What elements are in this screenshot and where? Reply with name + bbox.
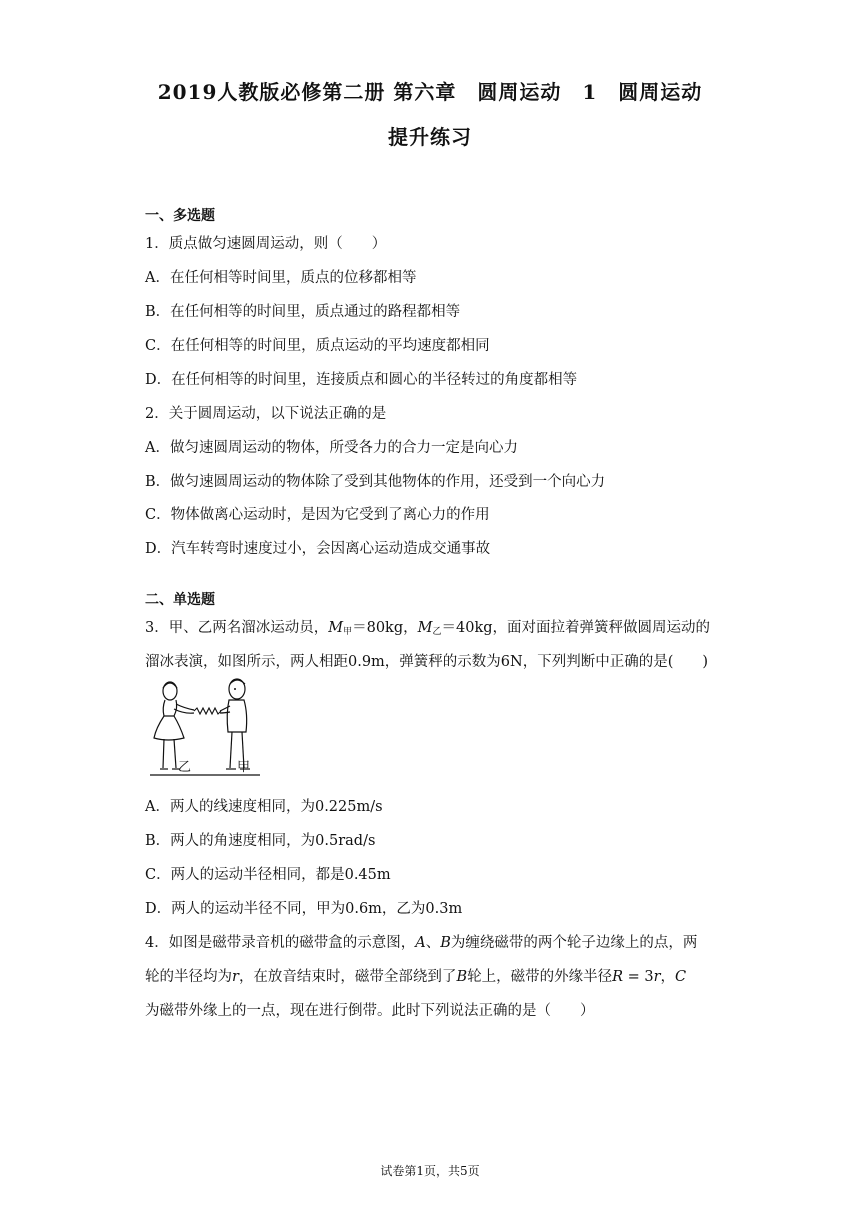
question-3-option-c: C．两人的运动半径相同，都是0.45m — [145, 867, 391, 883]
question-2-stem: 2．关于圆周运动，以下说法正确的是 — [145, 406, 387, 422]
question-1-option-d: D．在任何相等的时间里，连接质点和圆心的半径转过的角度都相等 — [145, 372, 578, 388]
question-4-stem-line3: 为磁带外缘上的一点，现在进行倒带。此时下列说法正确的是（ ） — [145, 1003, 595, 1019]
question-2-option-d: D．汽车转弯时速度过小，会因离心运动造成交通事故 — [145, 541, 491, 557]
question-3-stem-line2: 溜冰表演，如图所示，两人相距0.9m，弹簧秤的示数为6N，下列判断中正确的是( ) — [145, 654, 709, 670]
section-single-choice-heading: 二、单选题 — [145, 592, 215, 608]
page-subtitle: 提升练习 — [388, 125, 472, 149]
question-1-option-c: C．在任何相等的时间里，质点运动的平均速度都相同 — [145, 338, 490, 354]
question-4-stem-line2: 轮的半径均为r，在放音结束时，磁带全部绕到了B轮上，磁带的外缘半径R = 3r，C — [145, 969, 687, 985]
question-3-option-b: B．两人的角速度相同，为0.5rad/s — [145, 833, 376, 849]
question-2-option-b: B．做匀速圆周运动的物体除了受到其他物体的作用，还受到一个向心力 — [145, 474, 606, 490]
question-2-option-a: A．做匀速圆周运动的物体，所受各力的合力一定是向心力 — [145, 440, 518, 456]
figure-label-jia: 甲 — [237, 760, 251, 775]
page-title: 2019人教版必修第二册 第六章 圆周运动 1 圆周运动 — [157, 80, 703, 104]
spring-scale — [194, 708, 221, 714]
question-1-option-b: B．在任何相等的时间里，质点通过的路程都相等 — [145, 304, 461, 320]
question-1-option-a: A．在任何相等时间里，质点的位移都相等 — [145, 270, 417, 286]
question-2-option-c: C．物体做离心运动时，是因为它受到了离心力的作用 — [145, 507, 490, 523]
question-3-option-d: D．两人的运动半径不同，甲为0.6m，乙为0.3m — [145, 901, 463, 917]
section-multiple-choice-heading: 一、多选题 — [145, 208, 215, 224]
question-3-option-a: A．两人的线速度相同，为0.225m/s — [145, 799, 383, 815]
question-4-stem-line1: 4．如图是磁带录音机的磁带盒的示意图，A、B为缠绕磁带的两个轮子边缘上的点，两 — [145, 935, 698, 951]
skaters-figure — [150, 676, 262, 780]
page-footer: 试卷第1页，共5页 — [380, 1164, 480, 1178]
question-3-stem-line1: 3．甲、乙两名溜冰运动员，$M_甲=80kg$，$M_乙=40kg$，面对面拉着弹簧秤做圆周运动的 — [145, 620, 711, 637]
skater-jia — [220, 679, 250, 769]
figure-label-yi: 乙 — [178, 760, 192, 775]
question-1-stem: 1．质点做匀速圆周运动，则（ ） — [145, 236, 387, 252]
skater-yi — [154, 682, 194, 769]
